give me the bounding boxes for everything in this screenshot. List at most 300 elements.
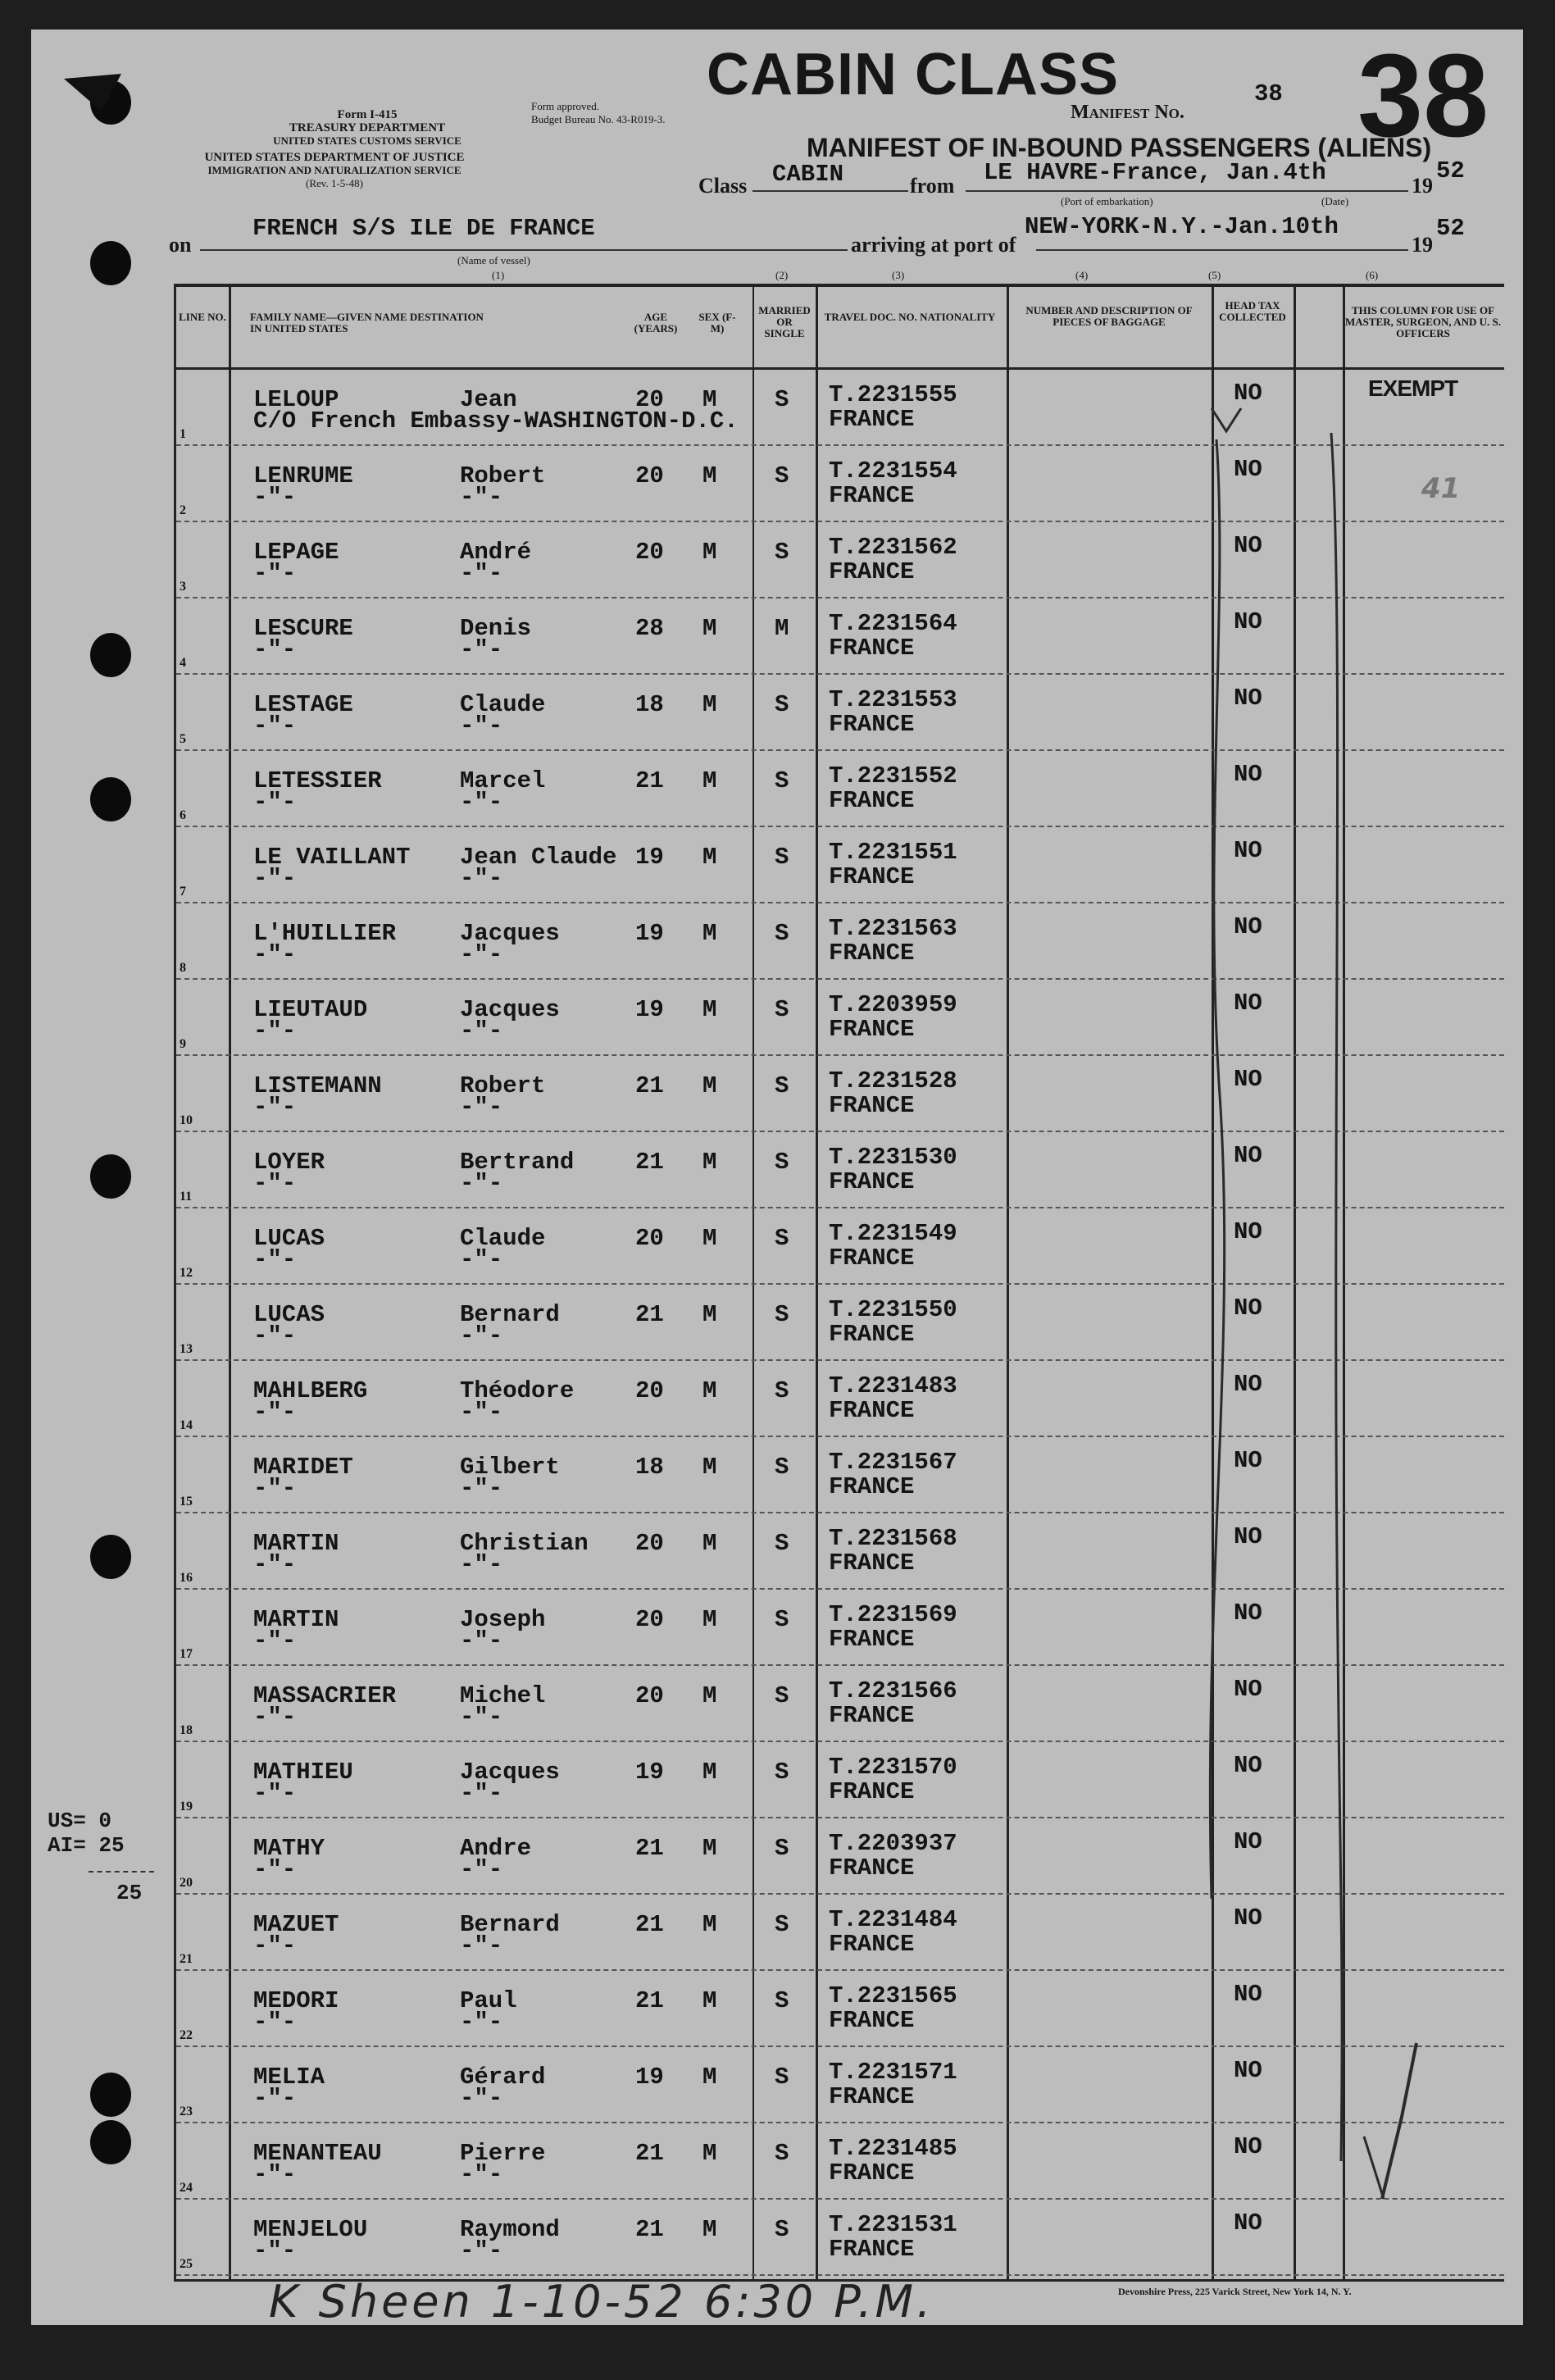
rev-label: (Rev. 1-5-48) (306, 177, 363, 189)
family-name: MASSACRIER (253, 1682, 397, 1709)
from-label: from (910, 174, 955, 198)
header-name: FAMILY NAME—GIVEN NAME DESTINATION IN UNITED STATES (250, 311, 484, 334)
nationality: FRANCE (829, 940, 915, 967)
age: 20 (635, 1530, 664, 1557)
destination: -"- (253, 941, 297, 968)
head-tax: NO (1234, 380, 1262, 407)
family-name: LENRUME (253, 462, 353, 489)
age: 20 (635, 1225, 664, 1252)
nationality: FRANCE (829, 1702, 915, 1729)
age: 19 (635, 844, 664, 871)
line-number: 14 (180, 1418, 193, 1432)
nationality: FRANCE (829, 1550, 915, 1577)
destination-given: -"- (460, 2085, 503, 2112)
head-tax: NO (1234, 1066, 1262, 1093)
mark-41: 41 (1421, 472, 1461, 505)
marital-status: S (775, 1454, 789, 1481)
age: 21 (635, 1301, 664, 1328)
family-name: LUCAS (253, 1225, 325, 1252)
nationality: FRANCE (829, 787, 915, 814)
age: 28 (635, 615, 664, 642)
age: 18 (635, 1454, 664, 1481)
tally-ai: AI= 25 (48, 1833, 125, 1858)
ins-label: IMMIGRATION AND NATURALIZATION SERVICE (207, 164, 461, 176)
header-sex: SEX (F-M) (698, 311, 736, 334)
travel-doc: T.2231563 (829, 915, 957, 942)
nationality: FRANCE (829, 1931, 915, 1958)
family-name: MAHLBERG (253, 1377, 368, 1404)
travel-doc: T.2231565 (829, 1982, 957, 2009)
line-number: 1 (180, 427, 186, 441)
line-number: 22 (180, 2028, 193, 2042)
marital-status: S (775, 2140, 789, 2167)
destination: C/O French Embassy-WASHINGTON-D.C. (253, 407, 739, 435)
head-tax: NO (1234, 913, 1262, 940)
family-name: MARTIN (253, 1606, 339, 1633)
given-name: Joseph (460, 1606, 546, 1633)
marital-status: S (775, 1987, 789, 2014)
manifest-no-typed: 38 (1254, 80, 1283, 107)
marital-status: S (775, 996, 789, 1023)
from-value: LE HAVRE-France, Jan.4th (984, 159, 1326, 186)
destination: -"- (253, 2161, 297, 2188)
header-officers: THIS COLUMN FOR USE OF MASTER, SURGEON, AND U. S. OFFICERS (1345, 304, 1501, 339)
destination-given: -"- (460, 2161, 503, 2188)
sex: M (702, 2064, 717, 2091)
destination: -"- (253, 1627, 297, 1654)
family-name: MEDORI (253, 1987, 339, 2014)
travel-doc: T.2231549 (829, 1220, 957, 1247)
travel-doc: T.2203959 (829, 991, 957, 1018)
destination: -"- (253, 2085, 297, 2112)
sex: M (702, 1454, 717, 1481)
marital-status: S (775, 1911, 789, 1938)
cabin-class-title: CABIN CLASS (707, 42, 1120, 107)
nationality: FRANCE (829, 1245, 915, 1272)
given-name: Paul (460, 1987, 517, 2014)
arriving-port: NEW-YORK-N.Y.-Jan.10th (1025, 213, 1339, 240)
travel-doc: T.2231553 (829, 686, 957, 713)
sex: M (702, 691, 717, 718)
destination: -"- (253, 789, 297, 816)
head-tax: NO (1234, 456, 1262, 483)
destination: -"- (253, 484, 297, 511)
sex: M (702, 1606, 717, 1633)
travel-doc: T.2231554 (829, 457, 957, 485)
line-number: 23 (180, 2105, 193, 2118)
sex: M (702, 462, 717, 489)
nationality: FRANCE (829, 863, 915, 890)
date-caption: (Date) (1321, 195, 1349, 207)
travel-doc: T.2231484 (829, 1906, 957, 1933)
line-number: 2 (180, 503, 186, 517)
head-tax: NO (1234, 2133, 1262, 2160)
line-number: 13 (180, 1342, 193, 1356)
given-name: Bernard (460, 1911, 560, 1938)
head-tax: NO (1234, 1752, 1262, 1779)
head-tax: NO (1234, 990, 1262, 1017)
family-name: MAZUET (253, 1911, 339, 1938)
marital-status: S (775, 1530, 789, 1557)
destination: -"- (253, 865, 297, 892)
head-tax: NO (1234, 532, 1262, 559)
head-tax: NO (1234, 1600, 1262, 1627)
age: 18 (635, 691, 664, 718)
line-number: 19 (180, 1800, 193, 1813)
head-tax: NO (1234, 2057, 1262, 2084)
head-tax: NO (1234, 1142, 1262, 1169)
header-head-tax: HEAD TAX COLLECTED (1219, 299, 1286, 323)
nationality: FRANCE (829, 406, 915, 433)
head-tax: NO (1234, 1447, 1262, 1474)
manifest-no-label: Manifest No. (1071, 102, 1184, 123)
marital-status: S (775, 462, 789, 489)
head-tax: NO (1234, 837, 1262, 864)
header-baggage: NUMBER AND DESCRIPTION OF PIECES OF BAGGAGE (1025, 304, 1193, 328)
sex: M (702, 1530, 717, 1557)
nationality: FRANCE (829, 482, 915, 509)
sex: M (702, 1759, 717, 1786)
budget-bureau: Budget Bureau No. 43-R019-3. (531, 113, 666, 125)
marital-status: S (775, 1377, 789, 1404)
destination-given: -"- (460, 1094, 503, 1121)
head-tax: NO (1234, 685, 1262, 712)
given-name: Jacques (460, 1759, 560, 1786)
age: 21 (635, 2140, 664, 2167)
marital-status: S (775, 844, 789, 871)
col-num-5: (5) (1208, 269, 1221, 281)
line-number: 12 (180, 1266, 193, 1280)
destination-given: -"- (460, 1704, 503, 1731)
travel-doc: T.2231483 (829, 1372, 957, 1399)
line-number: 20 (180, 1876, 193, 1890)
header-married: MARRIED OR SINGLE (758, 304, 811, 339)
travel-doc: T.2231568 (829, 1525, 957, 1552)
given-name: Bernard (460, 1301, 560, 1328)
given-name: Bertrand (460, 1149, 575, 1176)
line-number: 25 (180, 2257, 193, 2271)
col-num-1: (1) (492, 269, 505, 281)
marital-status: S (775, 767, 789, 794)
customs-label: UNITED STATES CUSTOMS SERVICE (273, 134, 461, 147)
age: 20 (635, 1377, 664, 1404)
destination: -"- (253, 2237, 297, 2264)
class-value: CABIN (772, 161, 844, 188)
on-label: on (169, 233, 192, 257)
sex: M (702, 1987, 717, 2014)
marital-status: S (775, 1682, 789, 1709)
travel-doc: T.2231555 (829, 381, 957, 408)
nationality: FRANCE (829, 635, 915, 662)
destination: -"- (253, 1932, 297, 1959)
nationality: FRANCE (829, 1854, 915, 1882)
year-2: 52 (1436, 215, 1465, 242)
nationality: FRANCE (829, 2083, 915, 2110)
line-number: 3 (180, 580, 186, 594)
family-name: MARTIN (253, 1530, 339, 1557)
destination-given: -"- (460, 1322, 503, 1349)
destination: -"- (253, 1551, 297, 1578)
sex: M (702, 844, 717, 871)
sex: M (702, 1835, 717, 1862)
head-tax: NO (1234, 608, 1262, 635)
header-line-no: LINE NO. (179, 311, 226, 323)
line-number: 9 (180, 1037, 186, 1051)
nationality: FRANCE (829, 1016, 915, 1043)
head-tax: NO (1234, 1904, 1262, 1932)
nationality: FRANCE (829, 1473, 915, 1500)
family-name: LISTEMANN (253, 1072, 382, 1099)
sex: M (702, 767, 717, 794)
nationality: FRANCE (829, 1626, 915, 1653)
header-age: AGE (YEARS) (634, 311, 678, 334)
family-name: MARIDET (253, 1454, 353, 1481)
head-tax: NO (1234, 2209, 1262, 2237)
given-name: Raymond (460, 2216, 560, 2243)
marital-status: S (775, 691, 789, 718)
head-tax: NO (1234, 1295, 1262, 1322)
marital-status: S (775, 920, 789, 947)
age: 20 (635, 1682, 664, 1709)
age: 21 (635, 1072, 664, 1099)
destination: -"- (253, 1780, 297, 1807)
given-name: Jacques (460, 996, 560, 1023)
family-name: LUCAS (253, 1301, 325, 1328)
line-number: 16 (180, 1571, 193, 1585)
destination: -"- (253, 1094, 297, 1121)
travel-doc: T.2231551 (829, 839, 957, 866)
line-number: 6 (180, 808, 186, 822)
year-1: 52 (1436, 157, 1465, 184)
pen-marks (31, 30, 1523, 2325)
family-name: MATHY (253, 1835, 325, 1862)
sex: M (702, 539, 717, 566)
destination-given: -"- (460, 2237, 503, 2264)
destination: -"- (253, 1170, 297, 1197)
age: 20 (635, 1606, 664, 1633)
age: 21 (635, 1835, 664, 1862)
family-name: MATHIEU (253, 1759, 353, 1786)
nationality: FRANCE (829, 1321, 915, 1348)
destination-given: -"- (460, 1627, 503, 1654)
sex: M (702, 1682, 717, 1709)
year-prefix-2: 19 (1412, 233, 1433, 257)
given-name: Jean Claude (460, 844, 617, 871)
marital-status: S (775, 1835, 789, 1862)
marital-status: S (775, 2064, 789, 2091)
vessel-caption: (Name of vessel) (457, 254, 530, 266)
exempt-stamp: EXEMPT (1368, 375, 1458, 401)
marital-status: M (775, 615, 789, 642)
printer-credit: Devonshire Press, 225 Varick Street, New York 14, N. Y. (1118, 2286, 1352, 2297)
class-label: Class (698, 174, 748, 198)
line-number: 17 (180, 1647, 193, 1661)
nationality: FRANCE (829, 1092, 915, 1119)
tally-total: 25 (116, 1881, 143, 1905)
destination: -"- (253, 560, 297, 587)
marital-status: S (775, 1072, 789, 1099)
age: 21 (635, 1149, 664, 1176)
given-name: Claude (460, 1225, 546, 1252)
marital-status: S (775, 1225, 789, 1252)
age: 20 (635, 462, 664, 489)
age: 21 (635, 1987, 664, 2014)
travel-doc: T.2231569 (829, 1601, 957, 1628)
doj-label: UNITED STATES DEPARTMENT OF JUSTICE (204, 151, 465, 164)
marital-status: S (775, 1759, 789, 1786)
treasury-label: TREASURY DEPARTMENT (289, 121, 446, 134)
head-tax: NO (1234, 761, 1262, 788)
head-tax: NO (1234, 1523, 1262, 1550)
destination: -"- (253, 1475, 297, 1502)
marital-status: S (775, 1606, 789, 1633)
destination-given: -"- (460, 1170, 503, 1197)
nationality: FRANCE (829, 1778, 915, 1805)
age: 19 (635, 2064, 664, 2091)
destination-given: -"- (460, 1017, 503, 1044)
destination: -"- (253, 1322, 297, 1349)
line-number: 11 (180, 1190, 193, 1204)
sex: M (702, 996, 717, 1023)
sex: M (702, 2216, 717, 2243)
head-tax: NO (1234, 1828, 1262, 1855)
given-name: Jean (460, 386, 517, 413)
travel-doc: T.2231570 (829, 1754, 957, 1781)
nationality: FRANCE (829, 2236, 915, 2263)
inspector-signature: K Sheen 1-10-52 6:30 P.M. (269, 2276, 934, 2328)
arriving-label: arriving at port of (851, 233, 1016, 257)
vessel-name: FRENCH S/S ILE DE FRANCE (252, 215, 595, 242)
line-number: 21 (180, 1952, 193, 1966)
given-name: André (460, 539, 532, 566)
line-number: 7 (180, 885, 186, 899)
destination-given: -"- (460, 712, 503, 739)
age: 19 (635, 920, 664, 947)
given-name: Denis (460, 615, 532, 642)
given-name: Gérard (460, 2064, 546, 2091)
family-name: MENJELOU (253, 2216, 368, 2243)
sex: M (702, 1225, 717, 1252)
manifest-title: MANIFEST OF IN-BOUND PASSENGERS (ALIENS) (807, 133, 1432, 162)
sex: M (702, 1377, 717, 1404)
destination: -"- (253, 1399, 297, 1426)
line-number: 10 (180, 1113, 193, 1127)
travel-doc: T.2231562 (829, 534, 957, 561)
form-number: Form I-415 (337, 108, 398, 121)
destination: -"- (253, 1704, 297, 1731)
nationality: FRANCE (829, 711, 915, 738)
line-number: 18 (180, 1723, 193, 1737)
col-num-2: (2) (775, 269, 789, 281)
travel-doc: T.2231528 (829, 1067, 957, 1094)
travel-doc: T.2231552 (829, 762, 957, 790)
family-name: LOYER (253, 1149, 325, 1176)
year-prefix-1: 19 (1412, 174, 1433, 198)
age: 21 (635, 767, 664, 794)
travel-doc: T.2231567 (829, 1449, 957, 1476)
head-tax: NO (1234, 1218, 1262, 1245)
sex: M (702, 2140, 717, 2167)
manifest-page (31, 30, 1523, 2328)
destination-given: -"- (460, 1856, 503, 1883)
sex: M (702, 920, 717, 947)
marital-status: S (775, 1301, 789, 1328)
destination: -"- (253, 2009, 297, 2036)
family-name: MENANTEAU (253, 2140, 382, 2167)
marital-status: S (775, 539, 789, 566)
destination: -"- (253, 1246, 297, 1273)
destination: -"- (253, 636, 297, 663)
form-approved: Form approved. (531, 100, 600, 112)
age: 19 (635, 996, 664, 1023)
given-name: Christian (460, 1530, 589, 1557)
family-name: LE VAILLANT (253, 844, 411, 871)
family-name: MELIA (253, 2064, 325, 2091)
family-name: L'HUILLIER (253, 920, 397, 947)
travel-doc: T.2203937 (829, 1830, 957, 1857)
destination-given: -"- (460, 941, 503, 968)
age: 20 (635, 539, 664, 566)
destination-given: -"- (460, 1932, 503, 1959)
destination: -"- (253, 712, 297, 739)
line-number: 4 (180, 656, 186, 670)
family-name: LEPAGE (253, 539, 339, 566)
given-name: Théodore (460, 1377, 575, 1404)
destination-given: -"- (460, 2009, 503, 2036)
destination-given: -"- (460, 1780, 503, 1807)
family-name: LIEUTAUD (253, 996, 368, 1023)
destination-given: -"- (460, 1246, 503, 1273)
line-number: 24 (180, 2181, 193, 2195)
line-number: 5 (180, 732, 186, 746)
nationality: FRANCE (829, 558, 915, 585)
given-name: Pierre (460, 2140, 546, 2167)
family-name: LESTAGE (253, 691, 353, 718)
col-num-4: (4) (1075, 269, 1089, 281)
head-tax: NO (1234, 1981, 1262, 2008)
given-name: Robert (460, 462, 546, 489)
head-tax: NO (1234, 1371, 1262, 1398)
destination-given: -"- (460, 1551, 503, 1578)
given-name: Robert (460, 1072, 546, 1099)
nationality: FRANCE (829, 1168, 915, 1195)
col-num-6: (6) (1366, 269, 1379, 281)
col-num-3: (3) (892, 269, 905, 281)
sex: M (702, 1301, 717, 1328)
destination-given: -"- (460, 789, 503, 816)
nationality: FRANCE (829, 2007, 915, 2034)
travel-doc: T.2231530 (829, 1144, 957, 1171)
travel-doc: T.2231566 (829, 1677, 957, 1704)
destination: -"- (253, 1856, 297, 1883)
age: 19 (635, 1759, 664, 1786)
family-name: LELOUP (253, 386, 339, 413)
sex: M (702, 1149, 717, 1176)
marital-status: S (775, 2216, 789, 2243)
sex: M (702, 386, 717, 413)
sex: M (702, 615, 717, 642)
given-name: Marcel (460, 767, 546, 794)
nationality: FRANCE (829, 2159, 915, 2187)
age: 20 (635, 386, 664, 413)
sex: M (702, 1911, 717, 1938)
travel-doc: T.2231564 (829, 610, 957, 637)
travel-doc: T.2231571 (829, 2059, 957, 2086)
destination-given: -"- (460, 865, 503, 892)
line-number: 8 (180, 961, 186, 975)
header-travel: TRAVEL DOC. NO. NATIONALITY (824, 311, 996, 323)
family-name: LESCURE (253, 615, 353, 642)
